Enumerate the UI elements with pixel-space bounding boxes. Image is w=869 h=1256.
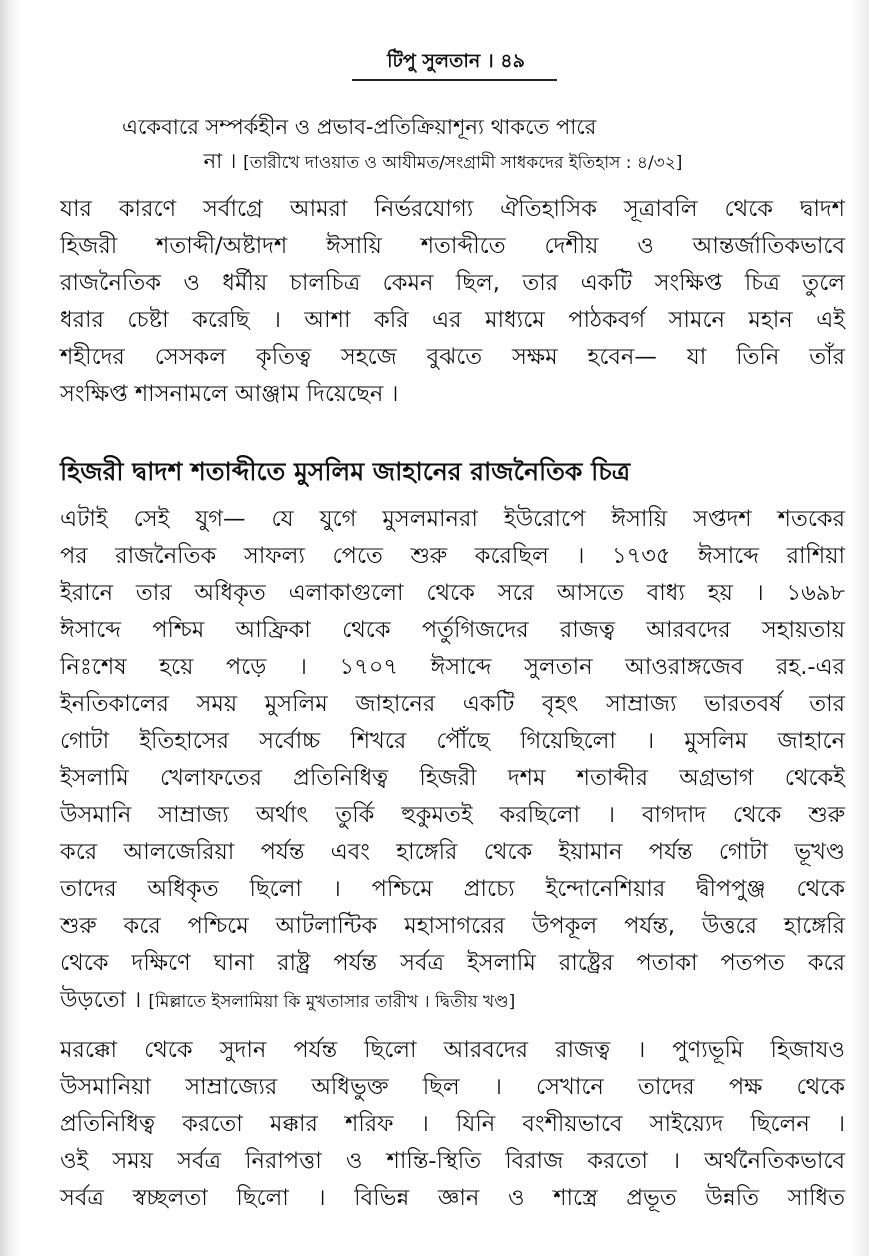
paragraph-3-line-4: ওই সময় সর্বত্র নিরাপত্তা ও শান্তি-স্থিতি বিরাজ করতো । অর্থনৈতিকভাবে xyxy=(60,1148,845,1174)
page-number: ৪৯ xyxy=(500,50,525,72)
intro-line-1: যার কারণে সর্বাগ্রে আমরা নির্ভরযোগ্য ঐতিহাসিক সূত্রাবলি থেকে দ্বাদশ xyxy=(60,196,845,222)
paragraph-2-line-7: গোটা ইতিহাসের সর্বোচ্চ শিখরে পৌঁছে গিয়েছিলো । মুসলিম জাহানে xyxy=(60,728,845,754)
paragraph-2-line-5: নিঃশেষ হয়ে পড়ে । ১৭০৭ ঈসাব্দে সুলতান আওরাঙ্গজেব রহ.-এর xyxy=(60,654,845,680)
paragraph-2-line-1: এটাই সেই যুগ— যে যুগে মুসলমানরা ইউরোপে ঈসায়ি সপ্তদশ শতকের xyxy=(60,506,845,532)
paragraph-3-line-2: উসমানিয়া সাম্রাজ্যের অধিভুক্ত ছিল । সেখানে তাদের পক্ষ থেকে xyxy=(60,1074,845,1100)
paragraph-3-line-1: মরক্কো থেকে সুদান পর্যন্ত ছিলো আরবদের রাজত্ব । পুণ্যভূমি হিজাযও xyxy=(60,1037,845,1063)
intro-line-4: ধরার চেষ্টা করেছি । আশা করি এর মাধ্যমে পাঠকবর্গ সামনে মহান এই xyxy=(60,307,845,333)
paragraph-2-line-11: তাদের অধিকৃত ছিলো । পশ্চিমে প্রাচ্যে ইন্দোনেশিয়ার দ্বীপপুঞ্জ থেকে xyxy=(60,876,845,902)
quote-line-2 xyxy=(108,142,778,182)
section-heading: হিজরী দ্বাদশ শতাব্দীতে মুসলিম জাহানের রাজনৈতিক চিত্র xyxy=(60,457,631,486)
quote-line-2-text: না । xyxy=(203,149,237,173)
intro-line-5: শহীদের সেসকল কৃতিত্ব সহজে বুঝতে সক্ষম হবেন— যা তিনি তাঁর xyxy=(60,344,845,370)
intro-line-6: সংক্ষিপ্ত শাসনামলে আঞ্জাম দিয়েছেন । xyxy=(60,381,399,407)
running-head-title: টিপু সুলতান xyxy=(387,50,481,72)
running-head-rule xyxy=(352,79,557,81)
intro-line-2: হিজরী শতাব্দী/অষ্টাদশ ঈসায়ি শতাব্দীতে দেশীয় ও আন্তর্জাতিকভাবে xyxy=(60,233,845,259)
paragraph-3-line-5: সর্বত্র স্বচ্ছলতা ছিলো । বিভিন্ন জ্ঞান ও শাস্ত্রে প্রভূত উন্নতি সাধিত xyxy=(60,1185,845,1211)
running-head-separator: । xyxy=(486,50,494,72)
paragraph-2-line-2: পর রাজনৈতিক সাফল্য পেতে শুরু করেছিল । ১৭৩৫ ঈসাব্দে রাশিয়া xyxy=(60,543,845,569)
paragraph-2-last-text: উড়তো । xyxy=(60,987,142,1013)
paragraph-2-line-12: শুরু করে পশ্চিমে আটলান্টিক মহাসাগরের উপকূল পর্যন্ত, উত্তরে হাঙ্গেরি xyxy=(60,913,845,939)
quote-line-1: একেবারে সম্পর্কহীন ও প্রভাব-প্রতিক্রিয়াশূন্য থাকতে পারে xyxy=(122,115,597,139)
paragraph-3-line-3: প্রতিনিধিত্ব করতো মক্কার শরিফ । যিনি বংশীয়ভাবে সাইয়্যেদ ছিলেন । xyxy=(60,1111,845,1137)
paragraph-2-line-3: ইরানে তার অধিকৃত এলাকাগুলো থেকে সরে আসতে বাধ্য হয় । ১৬৯৮ xyxy=(60,580,845,606)
paragraph-2-citation: [মিল্লাতে ইসলামিয়া কি মুখতাসার তারীখ । দ্বিতীয় খণ্ড] xyxy=(148,992,516,1012)
paragraph-2-line-6: ইনতিকালের সময় মুসলিম জাহানের একটি বৃহৎ সাম্রাজ্য ভারতবর্ষ তার xyxy=(60,691,845,717)
paragraph-2-line-4: ঈসাব্দে পশ্চিম আফ্রিকা থেকে পর্তুগিজদের রাজত্ব আরবদের সহায়তায় xyxy=(60,617,845,643)
paragraph-2-line-13: থেকে দক্ষিণে ঘানা রাষ্ট্র পর্যন্ত সর্বত্র ইসলামি রাষ্ট্রের পতাকা পতপত করে xyxy=(60,950,845,976)
paragraph-2-line-14 xyxy=(60,981,845,1021)
paragraph-2-line-8: ইসলামি খেলাফতের প্রতিনিধিত্ব হিজরী দশম শতাব্দীর অগ্রভাগ থেকেই xyxy=(60,765,845,791)
paragraph-2-line-9: উসমানি সাম্রাজ্য অর্থাৎ তুর্কি হুকুমতই করছিলো । বাগদাদ থেকে শুরু xyxy=(60,802,845,828)
paragraph-2-line-10: করে আলজেরিয়া পর্যন্ত এবং হাঙ্গেরি থেকে ইয়ামান পর্যন্ত গোটা ভূখণ্ড xyxy=(60,839,845,865)
intro-line-3: রাজনৈতিক ও ধর্মীয় চালচিত্র কেমন ছিল, তার একটি সংক্ষিপ্ত চিত্র তুলে xyxy=(60,270,845,296)
running-head xyxy=(376,48,536,74)
quote-citation: [তারীখে দাওয়াত ও আযীমত/সংগ্রামী সাধকদের ইতিহাস : ৪/৩২] xyxy=(243,153,683,173)
